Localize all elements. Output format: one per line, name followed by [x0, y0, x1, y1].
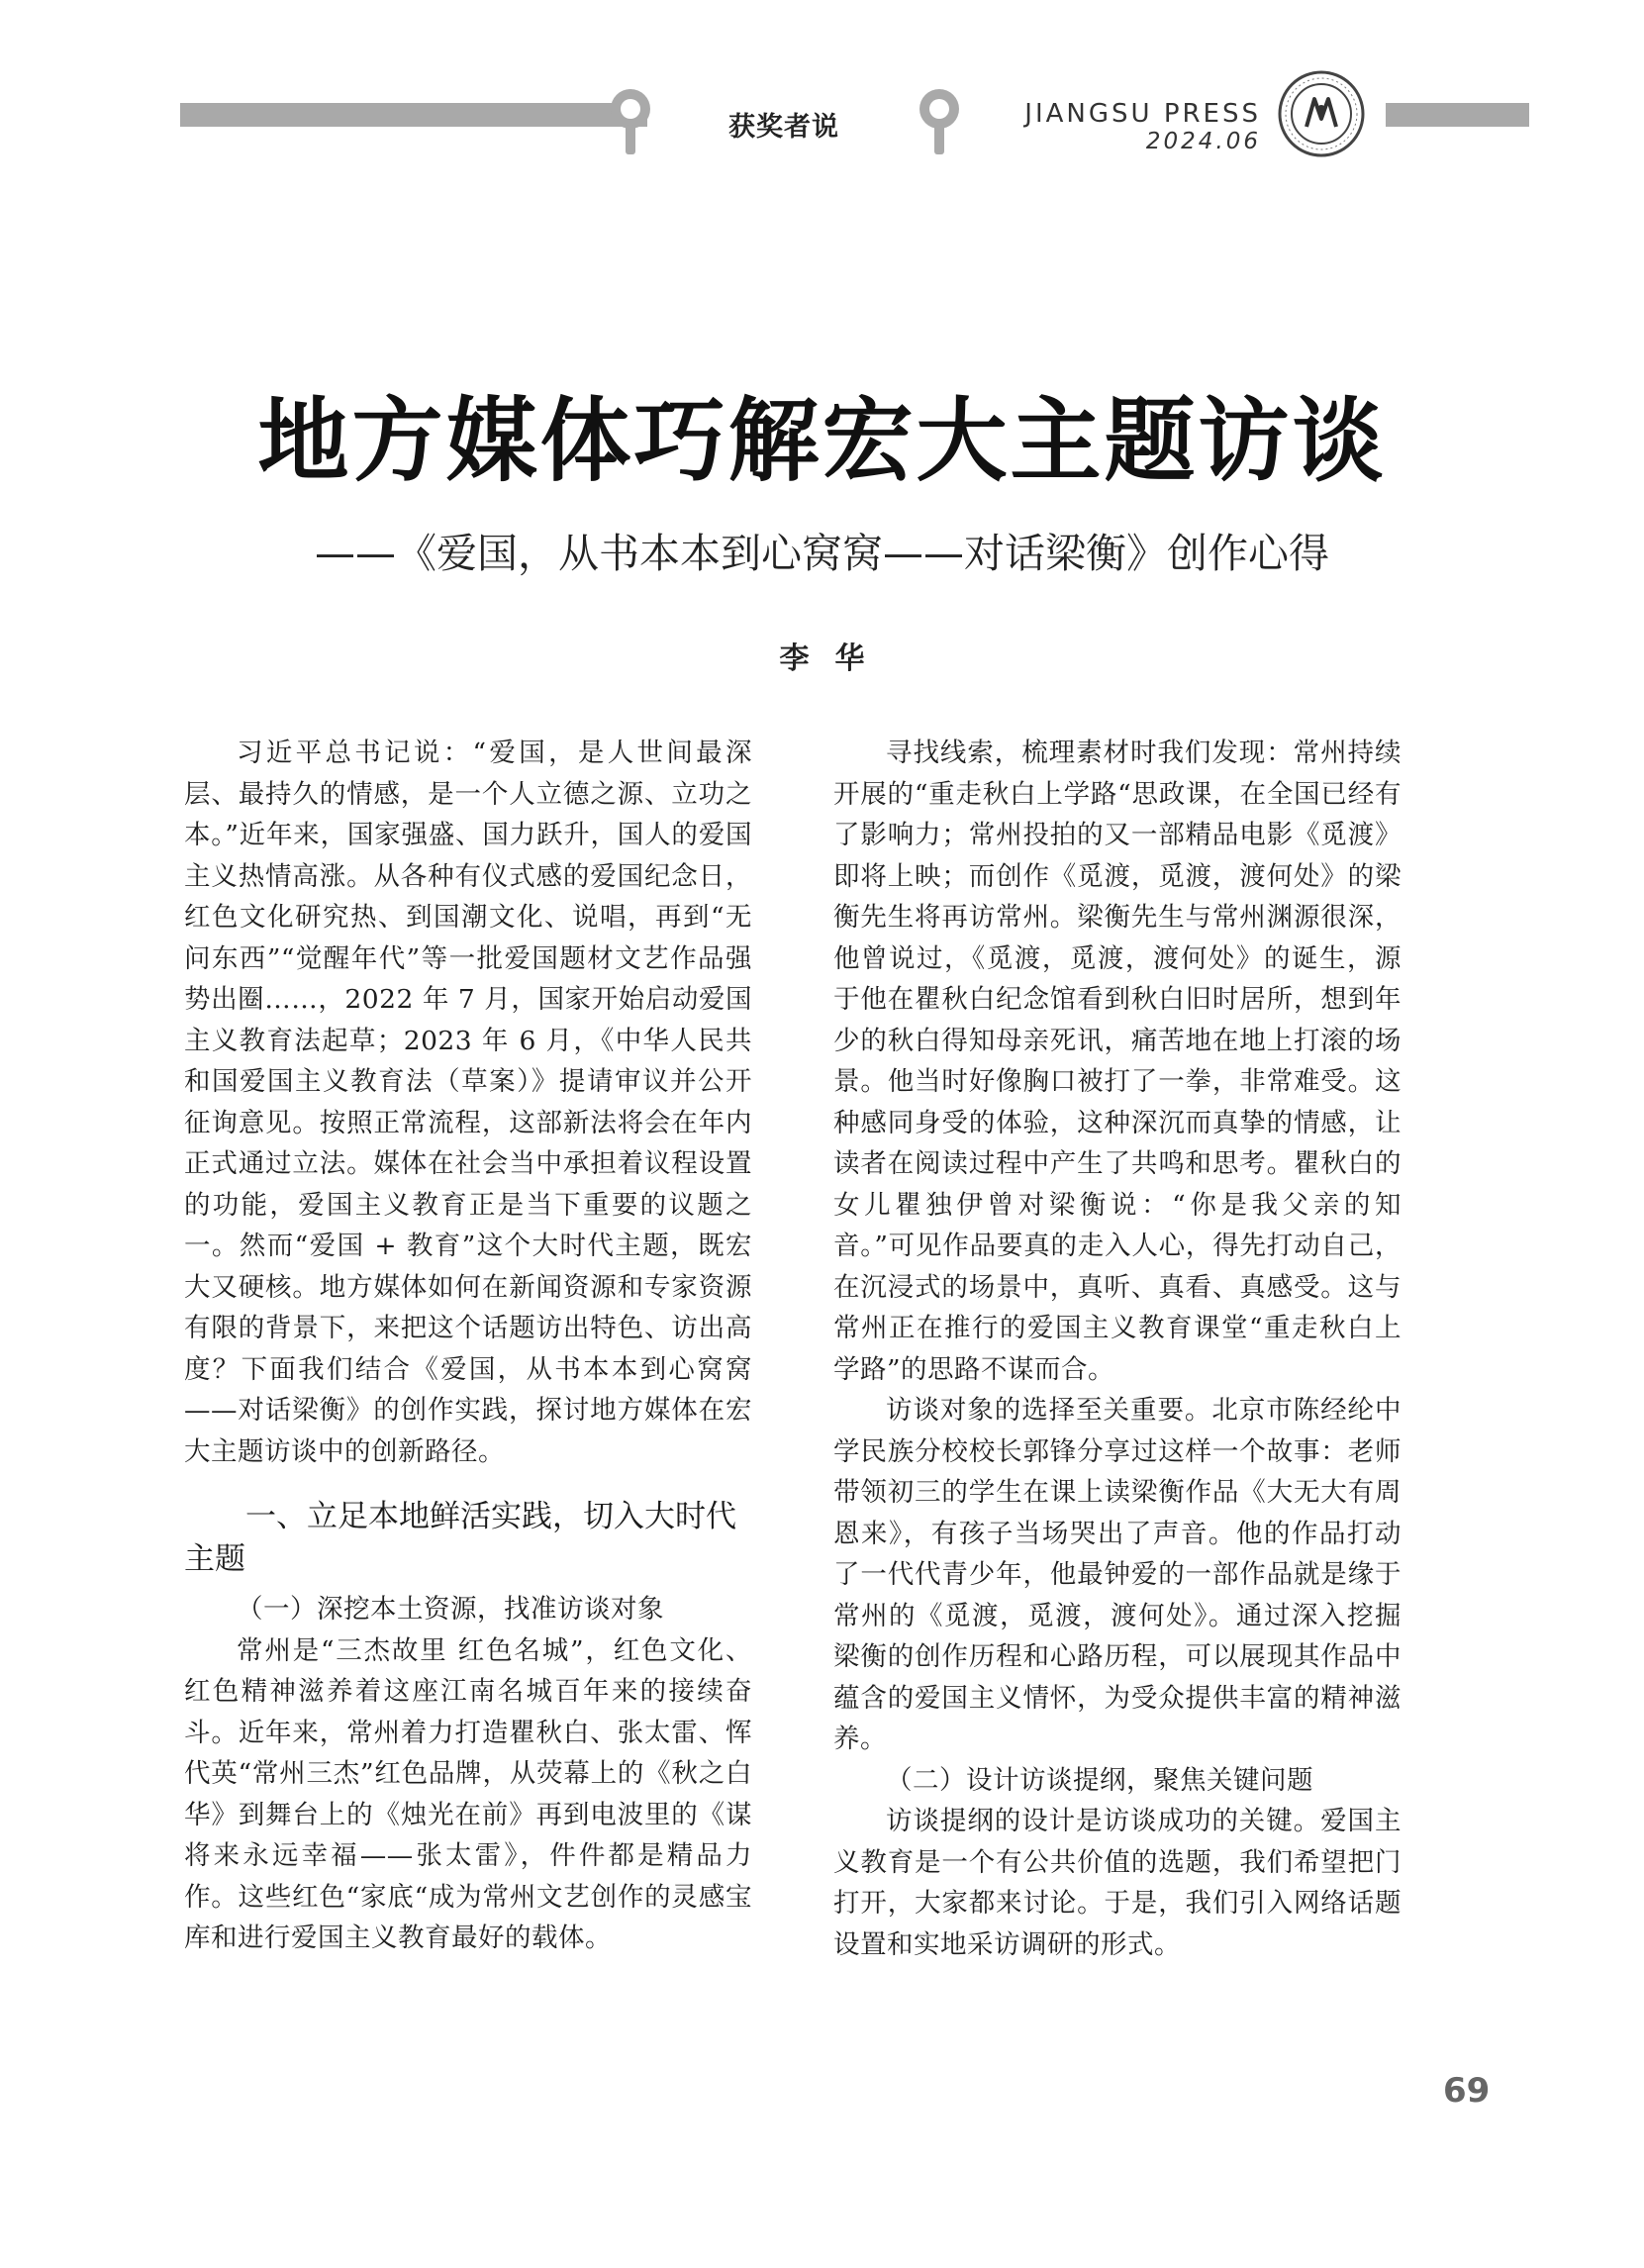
body-paragraph: 访谈提纲的设计是访谈成功的关键。爱国主义教育是一个有公共价值的选题，我们希望把门打开，大家都来讨论。于是，我们引入网络话题设置和实地采访调研的形式。 — [833, 1806, 1402, 1960]
issue-date: 2024.06 — [1145, 129, 1261, 154]
article-subtitle: ——《爱国，从书本本到心窝窝——对话梁衡》创作心得 — [315, 530, 1329, 577]
article-author: 李华 — [779, 641, 891, 676]
subsection-heading: （一）深挖本土资源，找准访谈对象 — [237, 1594, 664, 1625]
map-pin-icon — [608, 87, 653, 156]
map-pin-icon — [917, 87, 962, 156]
body-paragraph: 访谈对象的选择至关重要。北京市陈经纶中学民族分校校长郭锋分享过这样一个故事：老师带领初三的学生在课上读梁衡作品《大无大有周恩来》，有孩子当场哭出了声音。他的作品打动了一代代青少年，他最钟爱的一部作品就是缘于常州的《觅渡，觅渡，渡何处》。通过深入挖掘梁衡的创作历程和心路历程，可以展现其作品中蕴含的爱国主义情怀，为受众提供丰富的精神滋养。 — [833, 1395, 1402, 1754]
header-rule-right — [1386, 103, 1529, 127]
header-rule-left — [180, 103, 647, 127]
body-paragraph: 常州是“三杰故里 红色名城”，红色文化、红色精神滋养着这座江南名城百年来的接续奋斗。近年来，常州着力打造瞿秋白、张太雷、恽代英“常州三杰”红色品牌，从荧幕上的《秋之白华》到舞台上的《烛光在前》再到电波里的《谋将来永远幸福——张太雷》，件件都是精品力作。这些红色“家底“成为常州文艺创作的灵感宝库和进行爱国主义教育最好的载体。 — [184, 1634, 752, 1953]
subsection-heading: （二）设计访谈提纲，聚焦关键问题 — [886, 1764, 1313, 1796]
body-paragraph: 习近平总书记说：“爱国，是人世间最深层、最持久的情感，是一个人立德之源、立功之本。”近年来，国家强盛、国力跃升，国人的爱国主义热情高涨。从各种有仪式感的爱国纪念日，红色文化研究热、到国潮文化、说唱，再到“无问东西”“觉醒年代”等一批爱国题材文艺作品强势出圈……，2022 年 7 月，国家开始启动爱国主义教育法起草；2023 年 6 月，《中华人民共和国爱国主义教育法（草案）》提请审议并公开征询意见。按照正常流程，这部新法将会在年内正式通过立法。媒体在社会当中承担着议程设置的功能，爱国主义教育正是当下重要的议题之一。然而“爱国 + 教育”这个大时代主题，既宏大又硬核。地方媒体如何在新闻资源和专家资源有限的背景下，来把这个话题访出特色、访出高度？下面我们结合《爱国，从书本本到心窝窝——对话梁衡》的创作实践，探讨地方媒体在宏大主题访谈中的创新路径。 — [184, 738, 752, 1467]
section-label: 获奖者说 — [728, 112, 839, 143]
journal-seal-icon — [1277, 69, 1366, 158]
body-paragraph: 寻找线索，梳理素材时我们发现：常州持续开展的“重走秋白上学路“思政课，在全国已经有了影响力；常州投拍的又一部精品电影《觅渡》即将上映；而创作《觅渡，觅渡，渡何处》的梁衡先生将再访常州。梁衡先生与常州渊源很深，他曾说过，《觅渡，觅渡，渡何处》的诞生，源于他在瞿秋白纪念馆看到秋白旧时居所，想到年少的秋白得知母亲死讯，痛苦地在地上打滚的场景。他当时好像胸口被打了一拳，非常难受。这种感同身受的体验，这种深沉而真挚的情感，让读者在阅读过程中产生了共鸣和思考。瞿秋白的女儿瞿独伊曾对梁衡说：“你是我父亲的知音。”可见作品要真的走入人心，得先打动自己，在沉浸式的场景中，真听、真看、真感受。这与常州正在推行的爱国主义教育课堂“重走秋白上学路”的思路不谋而合。 — [833, 738, 1402, 1385]
section-heading: 一、立足本地鲜活实践，切入大时代主题 — [184, 1499, 736, 1577]
right-column — [833, 733, 1402, 1965]
article-title: 地方媒体巧解宏大主题访谈 — [257, 388, 1387, 494]
left-column — [184, 733, 752, 1959]
page-number: 69 — [1443, 2071, 1491, 2111]
journal-name: JIANGSU PRESS — [1024, 99, 1261, 129]
